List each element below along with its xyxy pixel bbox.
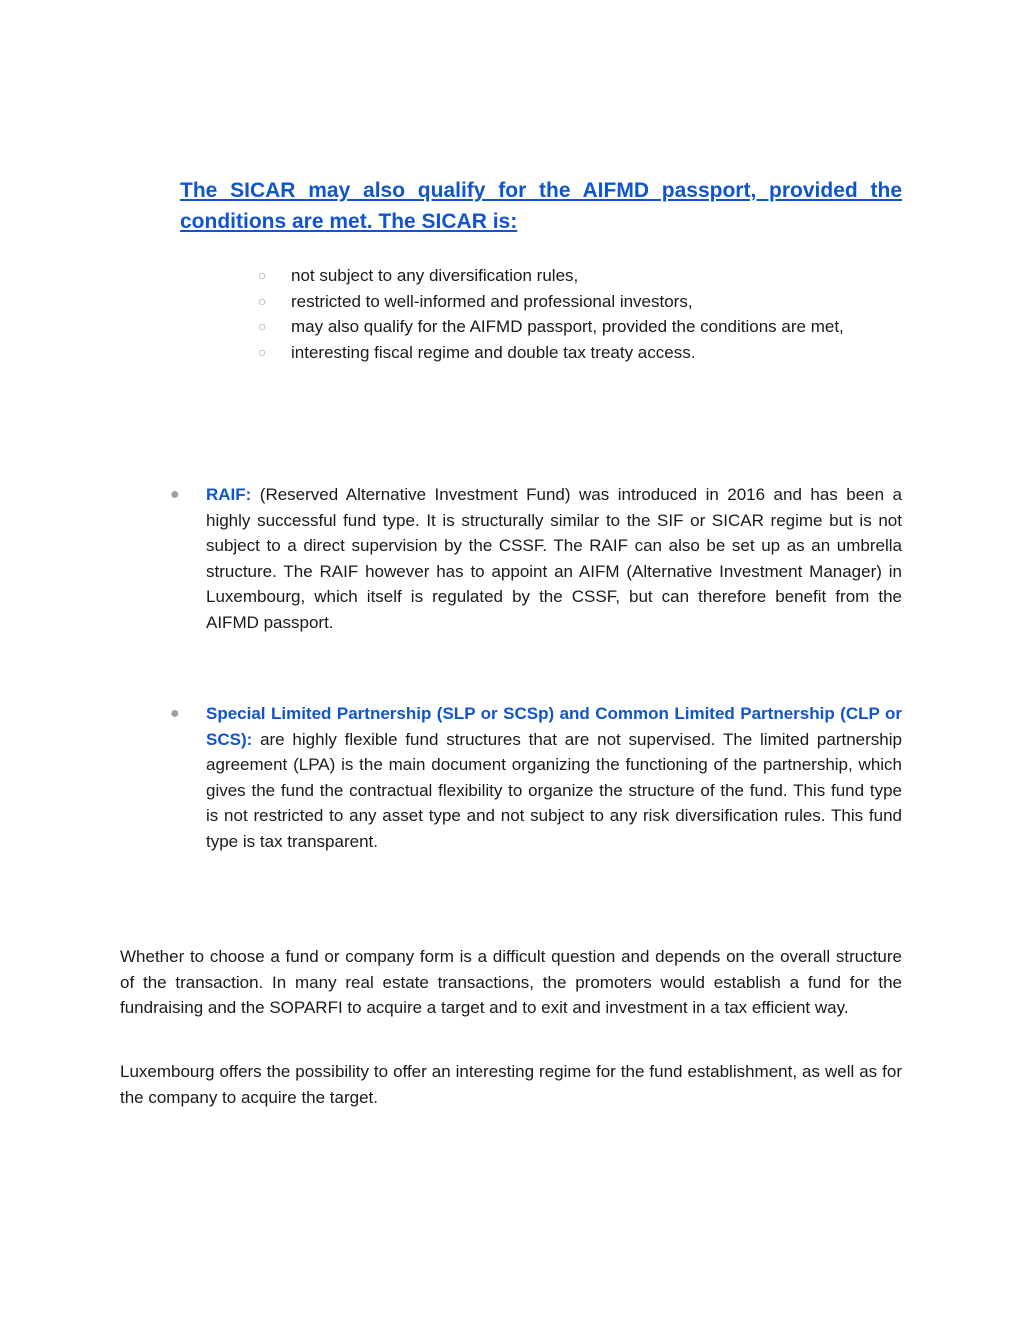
slp-bullet: [170, 701, 902, 854]
raif-bullet: [170, 482, 902, 635]
list-item-text: interesting fiscal regime and double tax treaty access.: [291, 342, 696, 362]
filled-circle-bullet-icon: ●: [170, 705, 180, 722]
list-item: [258, 314, 902, 340]
hollow-circle-bullet-icon: ○: [258, 292, 267, 309]
filled-circle-bullet-icon: ●: [170, 486, 180, 503]
list-item: [258, 289, 902, 315]
hollow-circle-bullet-icon: ○: [258, 343, 267, 360]
fund-or-company-paragraph: Whether to choose a fund or company form is a difficult question and depends on the overall structure of the transaction. In many real estate transactions, the promoters would establish a fund for the fundraising and the SOPARFI to acquire a target and to exit and investment in a tax efficient way.: [120, 947, 902, 1017]
list-item-text: may also qualify for the AIFMD passport, provided the conditions are met,: [291, 317, 844, 336]
raif-text-block: [206, 482, 902, 635]
raif-description: (Reserved Alternative Investment Fund) was introduced in 2016 and has been a highly successful fund type. It is structurally similar to the SIF or SICAR regime but is not subject to a direct supervision by the CSSF. The RAIF can also be set up as an umbrella structure. The RAIF however has to appoint an AIFM (Alternative Investment Manager) in Luxembourg, which itself is regulated by the CSSF, but can therefore benefit from the AIFMD passport.: [206, 485, 902, 632]
list-item: [258, 263, 902, 289]
slp-description: are highly flexible fund structures that are not supervised. The limited partnership agreement (LPA) is the main document organizing the functioning of the partnership, which gives the fund the contractual flexibility to organize the structure of the fund. This fund type is not restricted to any asset type and not subject to any risk diversification rules. This fund type is tax transparent.: [206, 729, 902, 851]
list-item: [258, 340, 902, 366]
list-item-text: not subject to any diversification rules,: [291, 266, 579, 285]
raif-term: RAIF:: [206, 485, 252, 504]
slp-term: Special Limited Partnership (SLP or SCSp) and Common Limited Partnership (CLP or SCS):: [206, 704, 902, 749]
hollow-circle-bullet-icon: ○: [258, 318, 267, 334]
list-item-text: restricted to well-informed and professional investors,: [291, 291, 693, 311]
slp-text-block: [206, 701, 902, 854]
hollow-circle-bullet-icon: ○: [258, 267, 267, 283]
luxembourg-paragraph: Luxembourg offers the possibility to offer an interesting regime for the fund establishment, as well as for the company to acquire the target.: [120, 1062, 902, 1107]
sicar-features-list: [258, 263, 902, 365]
sicar-heading-link[interactable]: The SICAR may also qualify for the AIFMD passport, provided the conditions are met. The SICAR is:: [180, 179, 902, 233]
